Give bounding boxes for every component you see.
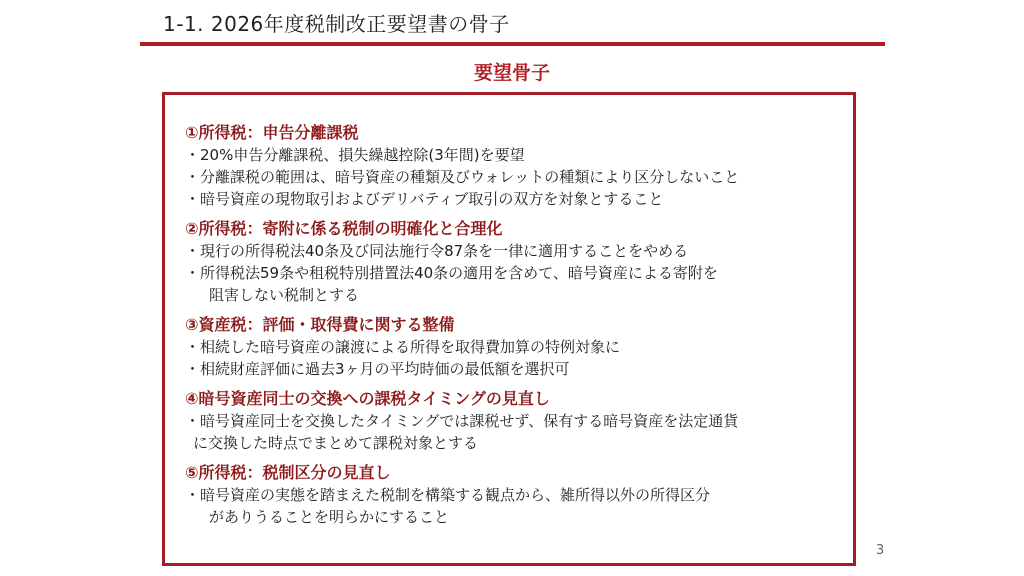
bullet-item: ・相続財産評価に過去3ヶ月の平均時価の最低額を選択可	[185, 360, 570, 378]
section-heading: ④暗号資産同士の交換への課税タイミングの見直し	[185, 389, 550, 408]
section-exchange-timing	[185, 387, 853, 454]
content-box	[162, 92, 856, 566]
bullet-item: ・相続した暗号資産の譲渡による所得を取得費加算の特例対象に	[185, 338, 621, 356]
bullet-item: ・分離課税の範囲は、暗号資産の種類及びウォレットの種類により区分しないこと	[185, 168, 740, 186]
bullet-continuation: に交換した時点でまとめて課税対象とする	[193, 434, 479, 452]
section-heading: ①所得税：申告分離課税	[185, 123, 359, 142]
section-heading: ②所得税：寄附に係る税制の明確化と合理化	[185, 219, 503, 238]
slide-title: 1-1. 2026年度税制改正要望書の骨子	[163, 12, 510, 36]
section-income-category	[185, 461, 853, 528]
slide-subtitle: 要望骨子	[473, 62, 550, 84]
bullet-item: ・所得税法59条や租税特別措置法40条の適用を含めて、暗号資産による寄附を	[185, 264, 718, 282]
bullet-item: ・暗号資産同士を交換したタイミングでは課税せず、保有する暗号資産を法定通貨	[185, 412, 739, 430]
page-number: 3	[876, 543, 885, 558]
bullet-item: ・現行の所得税法40条及び同法施行令87条を一律に適用することをやめる	[185, 242, 689, 260]
bullet-item: ・暗号資産の実態を踏まえた税制を構築する観点から、雑所得以外の所得区分	[185, 486, 711, 504]
section-donation-taxation	[185, 217, 853, 306]
section-heading: ③資産税：評価・取得費に関する整備	[185, 315, 455, 334]
section-heading: ⑤所得税：税制区分の見直し	[185, 463, 391, 482]
section-separate-taxation	[185, 121, 853, 210]
bullet-continuation: がありうることを明らかにすること	[209, 508, 450, 526]
bullet-item: ・20%申告分離課税、損失繰越控除(3年間)を要望	[185, 146, 525, 164]
section-asset-valuation	[185, 313, 853, 380]
bullet-continuation: 阻害しない税制とする	[209, 286, 360, 304]
bullet-item: ・暗号資産の現物取引およびデリバティブ取引の双方を対象とすること	[185, 190, 664, 208]
title-divider	[140, 42, 885, 46]
